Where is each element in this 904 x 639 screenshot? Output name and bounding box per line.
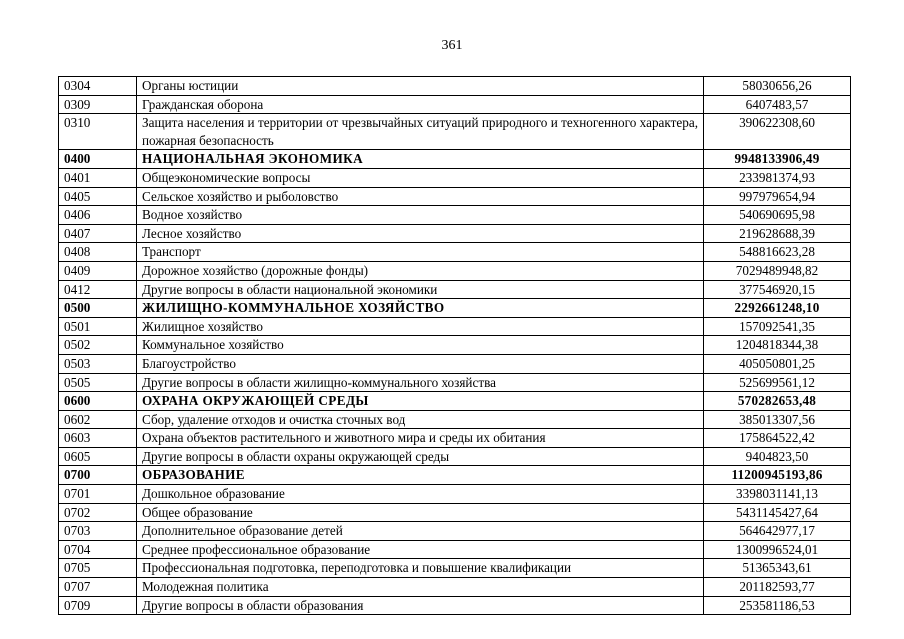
- row-code: 0406: [59, 206, 137, 225]
- row-name: Лесное хозяйство: [137, 224, 704, 243]
- row-amount: 405050801,25: [704, 354, 851, 373]
- row-code: 0602: [59, 410, 137, 429]
- row-amount: 570282653,48: [704, 392, 851, 411]
- table-row: [59, 447, 851, 466]
- row-name: ЖИЛИЩНО-КОММУНАЛЬНОЕ ХОЗЯЙСТВО: [137, 299, 704, 318]
- row-code: 0407: [59, 224, 137, 243]
- row-code: 0310: [59, 114, 137, 150]
- row-amount: 540690695,98: [704, 206, 851, 225]
- row-name: Транспорт: [137, 243, 704, 262]
- row-code: 0704: [59, 540, 137, 559]
- row-name: Дошкольное образование: [137, 485, 704, 504]
- row-amount: 219628688,39: [704, 224, 851, 243]
- row-name: Дополнительное образование детей: [137, 522, 704, 541]
- table-row: [59, 522, 851, 541]
- row-name: НАЦИОНАЛЬНАЯ ЭКОНОМИКА: [137, 150, 704, 169]
- row-code: 0502: [59, 336, 137, 355]
- table-row: [59, 540, 851, 559]
- row-amount: 51365343,61: [704, 559, 851, 578]
- row-code: 0304: [59, 77, 137, 96]
- row-code: 0705: [59, 559, 137, 578]
- table-row: [59, 373, 851, 392]
- row-name: Общее образование: [137, 503, 704, 522]
- row-amount: 3398031141,13: [704, 485, 851, 504]
- row-amount: 6407483,57: [704, 95, 851, 114]
- table-row: [59, 503, 851, 522]
- row-name: Гражданская оборона: [137, 95, 704, 114]
- row-amount: 525699561,12: [704, 373, 851, 392]
- row-amount: 997979654,94: [704, 187, 851, 206]
- table-row: [59, 485, 851, 504]
- table-row: [59, 187, 851, 206]
- section-row: [59, 392, 851, 411]
- row-code: 0700: [59, 466, 137, 485]
- row-name: Другие вопросы в области охраны окружающей среды: [137, 447, 704, 466]
- section-row: [59, 299, 851, 318]
- row-name: Дорожное хозяйство (дорожные фонды): [137, 261, 704, 280]
- row-amount: 9948133906,49: [704, 150, 851, 169]
- row-code: 0501: [59, 317, 137, 336]
- row-name: Другие вопросы в области жилищно-коммунального хозяйства: [137, 373, 704, 392]
- table-row: [59, 168, 851, 187]
- row-code: 0605: [59, 447, 137, 466]
- row-amount: 548816623,28: [704, 243, 851, 262]
- row-code: 0405: [59, 187, 137, 206]
- page-number: 361: [441, 38, 463, 53]
- row-code: 0603: [59, 429, 137, 448]
- row-name: ОБРАЗОВАНИЕ: [137, 466, 704, 485]
- row-code: 0409: [59, 261, 137, 280]
- table-row: [59, 578, 851, 597]
- table-row: [59, 559, 851, 578]
- row-amount: 9404823,50: [704, 447, 851, 466]
- table-row: [59, 596, 851, 615]
- row-name: Защита населения и территории от чрезвычайных ситуаций природного и техногенного характера, пожарная безопасность: [137, 114, 704, 150]
- row-amount: 390622308,60: [704, 114, 851, 150]
- row-amount: 233981374,93: [704, 168, 851, 187]
- row-amount: 175864522,42: [704, 429, 851, 448]
- row-code: 0709: [59, 596, 137, 615]
- table-row: [59, 95, 851, 114]
- row-amount: 377546920,15: [704, 280, 851, 299]
- row-code: 0401: [59, 168, 137, 187]
- row-amount: 1300996524,01: [704, 540, 851, 559]
- table-row: [59, 114, 851, 150]
- row-code: 0707: [59, 578, 137, 597]
- row-code: 0600: [59, 392, 137, 411]
- table-row: [59, 410, 851, 429]
- row-name: Органы юстиции: [137, 77, 704, 96]
- table-row: [59, 261, 851, 280]
- row-amount: 385013307,56: [704, 410, 851, 429]
- section-row: [59, 466, 851, 485]
- row-code: 0503: [59, 354, 137, 373]
- row-name: Молодежная политика: [137, 578, 704, 597]
- table-row: [59, 429, 851, 448]
- table-row: [59, 354, 851, 373]
- row-code: 0408: [59, 243, 137, 262]
- row-amount: 2292661248,10: [704, 299, 851, 318]
- row-name: Среднее профессиональное образование: [137, 540, 704, 559]
- budget-table-body: [59, 77, 851, 615]
- row-name: Сбор, удаление отходов и очистка сточных вод: [137, 410, 704, 429]
- row-code: 0309: [59, 95, 137, 114]
- section-row: [59, 150, 851, 169]
- row-amount: 7029489948,82: [704, 261, 851, 280]
- table-row: [59, 77, 851, 96]
- row-code: 0412: [59, 280, 137, 299]
- row-amount: 253581186,53: [704, 596, 851, 615]
- row-code: 0703: [59, 522, 137, 541]
- row-name: Общеэкономические вопросы: [137, 168, 704, 187]
- row-amount: 5431145427,64: [704, 503, 851, 522]
- row-code: 0702: [59, 503, 137, 522]
- row-amount: 157092541,35: [704, 317, 851, 336]
- row-amount: 201182593,77: [704, 578, 851, 597]
- row-code: 0701: [59, 485, 137, 504]
- table-row: [59, 243, 851, 262]
- table-row: [59, 224, 851, 243]
- row-amount: 564642977,17: [704, 522, 851, 541]
- table-row: [59, 317, 851, 336]
- row-name: Жилищное хозяйство: [137, 317, 704, 336]
- row-name: Другие вопросы в области образования: [137, 596, 704, 615]
- table-row: [59, 336, 851, 355]
- row-name: ОХРАНА ОКРУЖАЮЩЕЙ СРЕДЫ: [137, 392, 704, 411]
- row-code: 0400: [59, 150, 137, 169]
- row-code: 0505: [59, 373, 137, 392]
- row-code: 0500: [59, 299, 137, 318]
- row-name: Водное хозяйство: [137, 206, 704, 225]
- row-name: Другие вопросы в области национальной экономики: [137, 280, 704, 299]
- row-name: Профессиональная подготовка, переподготовка и повышение квалификации: [137, 559, 704, 578]
- budget-table: [58, 76, 851, 615]
- row-amount: 11200945193,86: [704, 466, 851, 485]
- row-name: Коммунальное хозяйство: [137, 336, 704, 355]
- table-row: [59, 280, 851, 299]
- row-amount: 58030656,26: [704, 77, 851, 96]
- row-name: Сельское хозяйство и рыболовство: [137, 187, 704, 206]
- table-row: [59, 206, 851, 225]
- row-amount: 1204818344,38: [704, 336, 851, 355]
- row-name: Благоустройство: [137, 354, 704, 373]
- row-name: Охрана объектов растительного и животного мира и среды их обитания: [137, 429, 704, 448]
